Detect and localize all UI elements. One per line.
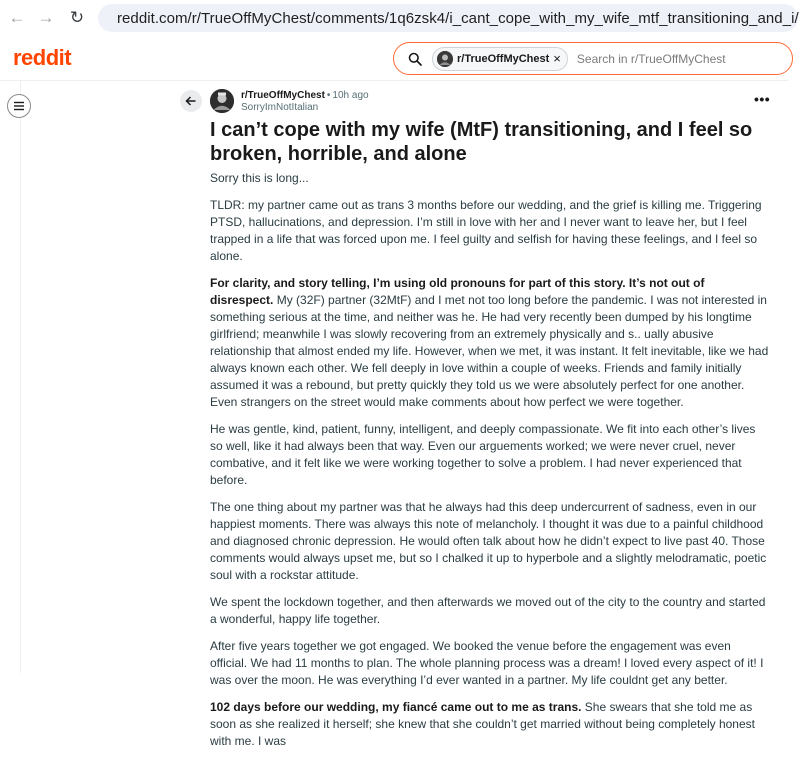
subreddit-link[interactable]: r/TrueOffMyChest	[241, 90, 325, 101]
browser-toolbar	[0, 0, 799, 36]
address-bar[interactable]	[98, 4, 798, 32]
post-paragraph: The one thing about my partner was that he always had this deep undercurrent of sadness, even in our happiest moments. There was always this note of melancholy. I thought it was due to a painful childhood and diagnosed chronic depression. He would often talk about how he didn’t expect to live past 40. Those comments would always upset me, but so I chalked it up to hyperbole and a slightly melodramatic, poetic soul with a rockstar attitude.	[210, 500, 767, 582]
forward-arrow-icon[interactable]: →	[37, 8, 55, 27]
post-paragraph: For clarity, and story telling, I’m using old pronouns for part of this story. It’s not out of disrespect. My (32F) partner (32MtF) and I met not too long before the pandemic. I was not interested in something serious at the time, and neither was he. He had very recently been dumped by his longtime girlfriend; meanwhile I was slowly recovering from an extremely physically and s.. ually abusive relationship that almost ended my life. However, when we met, it was instant. It felt inevitable, like we had always known each other. We fell deeply in love within a couple of weeks. Friends and family initially assumed it was a rebound, but pretty quickly they told us we were absolutely perfect for one another. Even strangers on the street would make comments about how perfect we were together.	[210, 276, 769, 409]
reload-icon[interactable]: ↻	[69, 8, 85, 27]
more-options-icon[interactable]: •••	[754, 91, 771, 107]
subreddit-avatar-icon	[437, 51, 453, 67]
bold-text: 102 days before our wedding, my fiancé came out to me as trans.	[210, 700, 582, 714]
search-bar[interactable]	[393, 42, 793, 75]
search-icon	[408, 52, 422, 66]
post-paragraph: He was gentle, kind, patient, funny, intelligent, and deeply compassionate. We fit into each other’s lives so well, like it had always been that way. Even our arguements worked; we were never cruel, never combative, and it felt like we were working together to solve a problem. I had never experienced that before.	[210, 422, 756, 487]
post-title: I can’t cope with my wife (MtF) transitioning, and I feel so broken, horrible, and alone	[210, 119, 753, 165]
bold-text: For clarity, and story telling, I’m using old pronouns for part of this story. It’s not out of disrespect.	[210, 276, 705, 307]
post-paragraph: We spent the lockdown together, and then afterwards we moved out of the city to the country and started a wonderful, happy life together.	[210, 595, 766, 626]
post-author[interactable]: SorryImNotItalian	[241, 102, 319, 113]
hamburger-menu-icon	[13, 101, 25, 111]
subreddit-filter-chip[interactable]	[432, 47, 568, 71]
subreddit-avatar[interactable]	[210, 89, 234, 113]
post-paragraph: After five years together we got engaged. We booked the venue before the engagement was even official. We had 11 months to plan. The whole planning process was a dream! I loved every aspect of it! I was over the moon. He was everything I’d ever wanted in a partner. My life couldnt get any better.	[210, 639, 764, 687]
left-rail	[0, 81, 21, 673]
post-paragraph: 102 days before our wedding, my fiancé came out to me as trans. She swears that she told me as soon as she realized it herself; she knew that she couldn’t get married without being completely honest with me. I was	[210, 700, 755, 748]
back-arrow-icon[interactable]: ←	[8, 8, 26, 27]
chip-label: r/TrueOffMyChest	[457, 52, 550, 65]
search-input[interactable]	[577, 52, 757, 66]
arrow-left-icon	[185, 95, 197, 107]
post-paragraph: TLDR: my partner came out as trans 3 months before our wedding, and the grief is killing me. Triggering PTSD, hallucinations, and depression. I’m still in love with her and I never want to leave her, but I feel trapped in a life that was forced upon me. I feel guilty and selfish for having these feelings, and I feel so alone.	[210, 198, 762, 263]
reddit-logo[interactable]: reddit	[13, 45, 72, 70]
post-body	[210, 170, 770, 760]
site-header	[0, 36, 788, 81]
post-meta	[241, 90, 369, 101]
post-back-button[interactable]	[180, 90, 202, 112]
url-text: reddit.com/r/TrueOffMyChest/comments/1q6zsk4/i_cant_cope_with_my_wife_mtf_transitioning_and_i/	[117, 9, 799, 27]
post-paragraph: Sorry this is long...	[210, 171, 309, 185]
post-timestamp: 10h ago	[332, 90, 369, 101]
menu-button[interactable]	[7, 94, 31, 118]
chip-close-icon[interactable]: ×	[553, 51, 561, 66]
meta-separator: •	[326, 90, 331, 101]
